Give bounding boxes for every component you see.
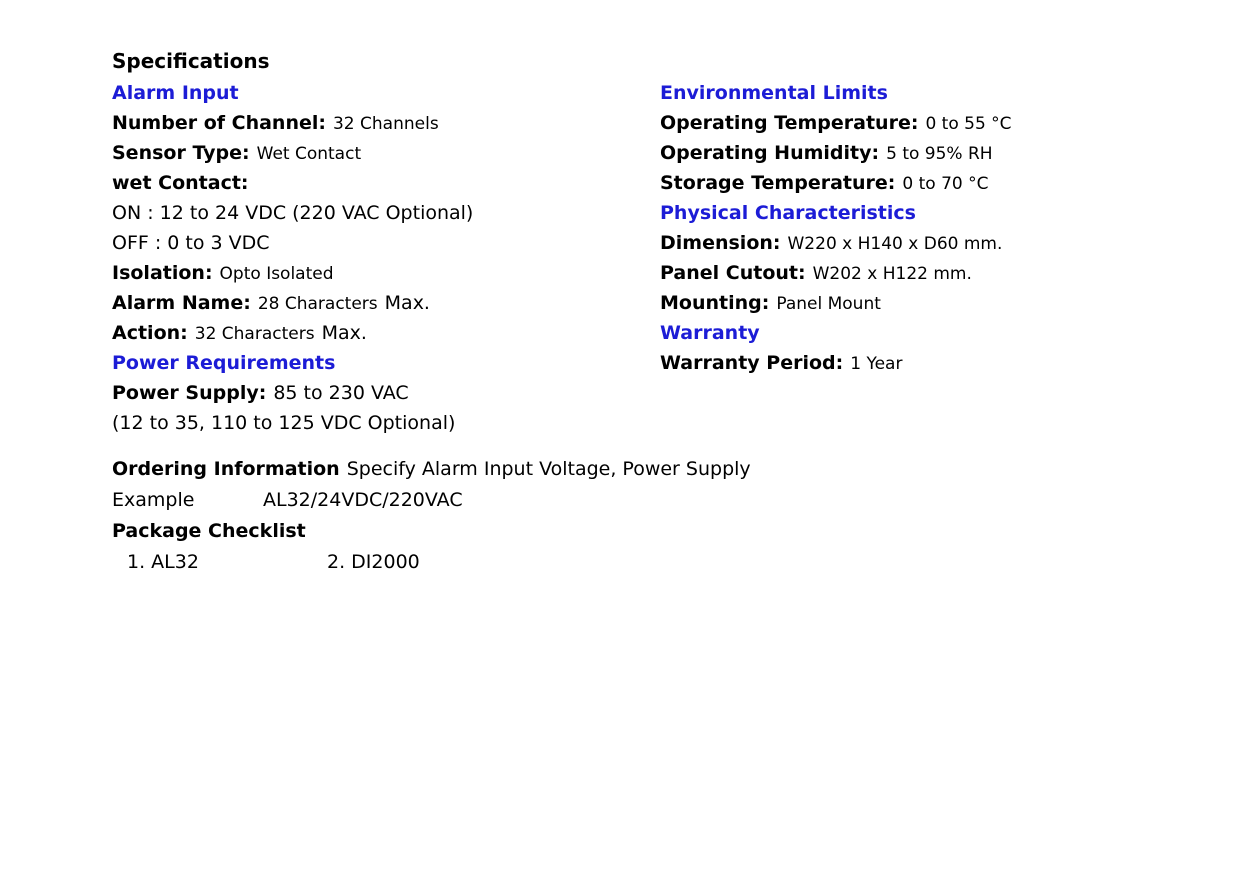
spec-line-panel-cutout xyxy=(660,258,1238,288)
spec-label: Operating Temperature: xyxy=(660,112,919,134)
page-title: Specifications xyxy=(112,49,270,73)
spec-label: Alarm Name: xyxy=(112,292,251,314)
spec-line-warranty-period xyxy=(660,348,1238,378)
spec-line-operating-humidity xyxy=(660,138,1238,168)
section-heading-text: Warranty xyxy=(660,322,760,344)
ordering-information-section xyxy=(112,454,1238,578)
ordering-information-line xyxy=(112,454,1238,485)
section-heading-power-requirements xyxy=(112,348,660,378)
spec-label: Isolation: xyxy=(112,262,213,284)
spec-label: Panel Cutout: xyxy=(660,262,806,284)
spec-line-action xyxy=(112,318,660,348)
spec-value: 0 to 55 °C xyxy=(925,114,1012,134)
spec-line-dimension xyxy=(660,228,1238,258)
package-checklist-heading-line xyxy=(112,516,1238,547)
package-checklist-heading: Package Checklist xyxy=(112,520,306,542)
spec-line-mounting xyxy=(660,288,1238,318)
checklist-item-2: 2. DI2000 xyxy=(327,551,420,573)
section-heading-alarm-input xyxy=(112,78,660,108)
spec-value: 28 Characters xyxy=(257,294,378,314)
section-heading-text: Alarm Input xyxy=(112,82,239,104)
section-heading-text: Environmental Limits xyxy=(660,82,888,104)
spec-line-number-of-channel xyxy=(112,108,660,138)
spec-line-operating-temperature xyxy=(660,108,1238,138)
spec-label: Mounting: xyxy=(660,292,770,314)
spec-line-alarm-name xyxy=(112,288,660,318)
spec-text: (12 to 35, 110 to 125 VDC Optional) xyxy=(112,412,456,434)
spec-value: 0 to 70 °C xyxy=(902,174,989,194)
spec-label: Operating Humidity: xyxy=(660,142,880,164)
spec-value-suffix: Max. xyxy=(321,322,367,344)
checklist-item-1: 1. AL32 xyxy=(127,551,199,573)
spec-line-storage-temperature xyxy=(660,168,1238,198)
spec-value: 32 Characters xyxy=(194,324,315,344)
spec-value: 5 to 95% RH xyxy=(886,144,993,164)
spec-line-sensor-type xyxy=(112,138,660,168)
spec-value: 1 Year xyxy=(850,354,903,374)
section-heading-warranty xyxy=(660,318,1238,348)
spec-label: wet Contact: xyxy=(112,172,249,194)
spec-label: Dimension: xyxy=(660,232,781,254)
spec-line-wet-contact xyxy=(112,168,660,198)
spec-value: 85 to 230 VAC xyxy=(273,382,409,404)
spec-value: 32 Channels xyxy=(332,114,439,134)
example-value: AL32/24VDC/220VAC xyxy=(263,489,463,511)
spec-label: Action: xyxy=(112,322,188,344)
spec-label: Sensor Type: xyxy=(112,142,250,164)
ordering-example-line xyxy=(112,485,1238,516)
spec-value: W202 x H122 mm. xyxy=(812,264,972,284)
spec-line-isolation xyxy=(112,258,660,288)
section-heading-text: Physical Characteristics xyxy=(660,202,916,224)
package-checklist-items-line xyxy=(112,547,1238,578)
spec-label: Number of Channel: xyxy=(112,112,326,134)
spec-line-power-supply-optional xyxy=(112,408,660,438)
section-heading-text: Power Requirements xyxy=(112,352,336,374)
spec-value: W220 x H140 x D60 mm. xyxy=(787,234,1003,254)
spec-label: Power Supply: xyxy=(112,382,267,404)
left-column xyxy=(112,78,660,438)
spec-line-off-voltage xyxy=(112,228,660,258)
right-column xyxy=(660,78,1238,378)
ordering-information-description: Specify Alarm Input Voltage, Power Supply xyxy=(346,458,751,480)
spec-line-on-voltage xyxy=(112,198,660,228)
spec-value: Wet Contact xyxy=(256,144,362,164)
spec-label: Storage Temperature: xyxy=(660,172,896,194)
spec-value-suffix: Max. xyxy=(384,292,430,314)
spec-text: ON : 12 to 24 VDC (220 VAC Optional) xyxy=(112,202,474,224)
spec-value: Opto Isolated xyxy=(219,264,334,284)
spec-columns xyxy=(112,78,1238,438)
ordering-information-heading: Ordering Information xyxy=(112,458,340,480)
section-heading-physical-characteristics xyxy=(660,198,1238,228)
spec-line-power-supply xyxy=(112,378,660,408)
spec-label: Warranty Period: xyxy=(660,352,844,374)
spec-text: OFF : 0 to 3 VDC xyxy=(112,232,270,254)
spec-value: Panel Mount xyxy=(776,294,881,314)
example-label: Example xyxy=(112,489,195,511)
section-heading-environmental-limits xyxy=(660,78,1238,108)
